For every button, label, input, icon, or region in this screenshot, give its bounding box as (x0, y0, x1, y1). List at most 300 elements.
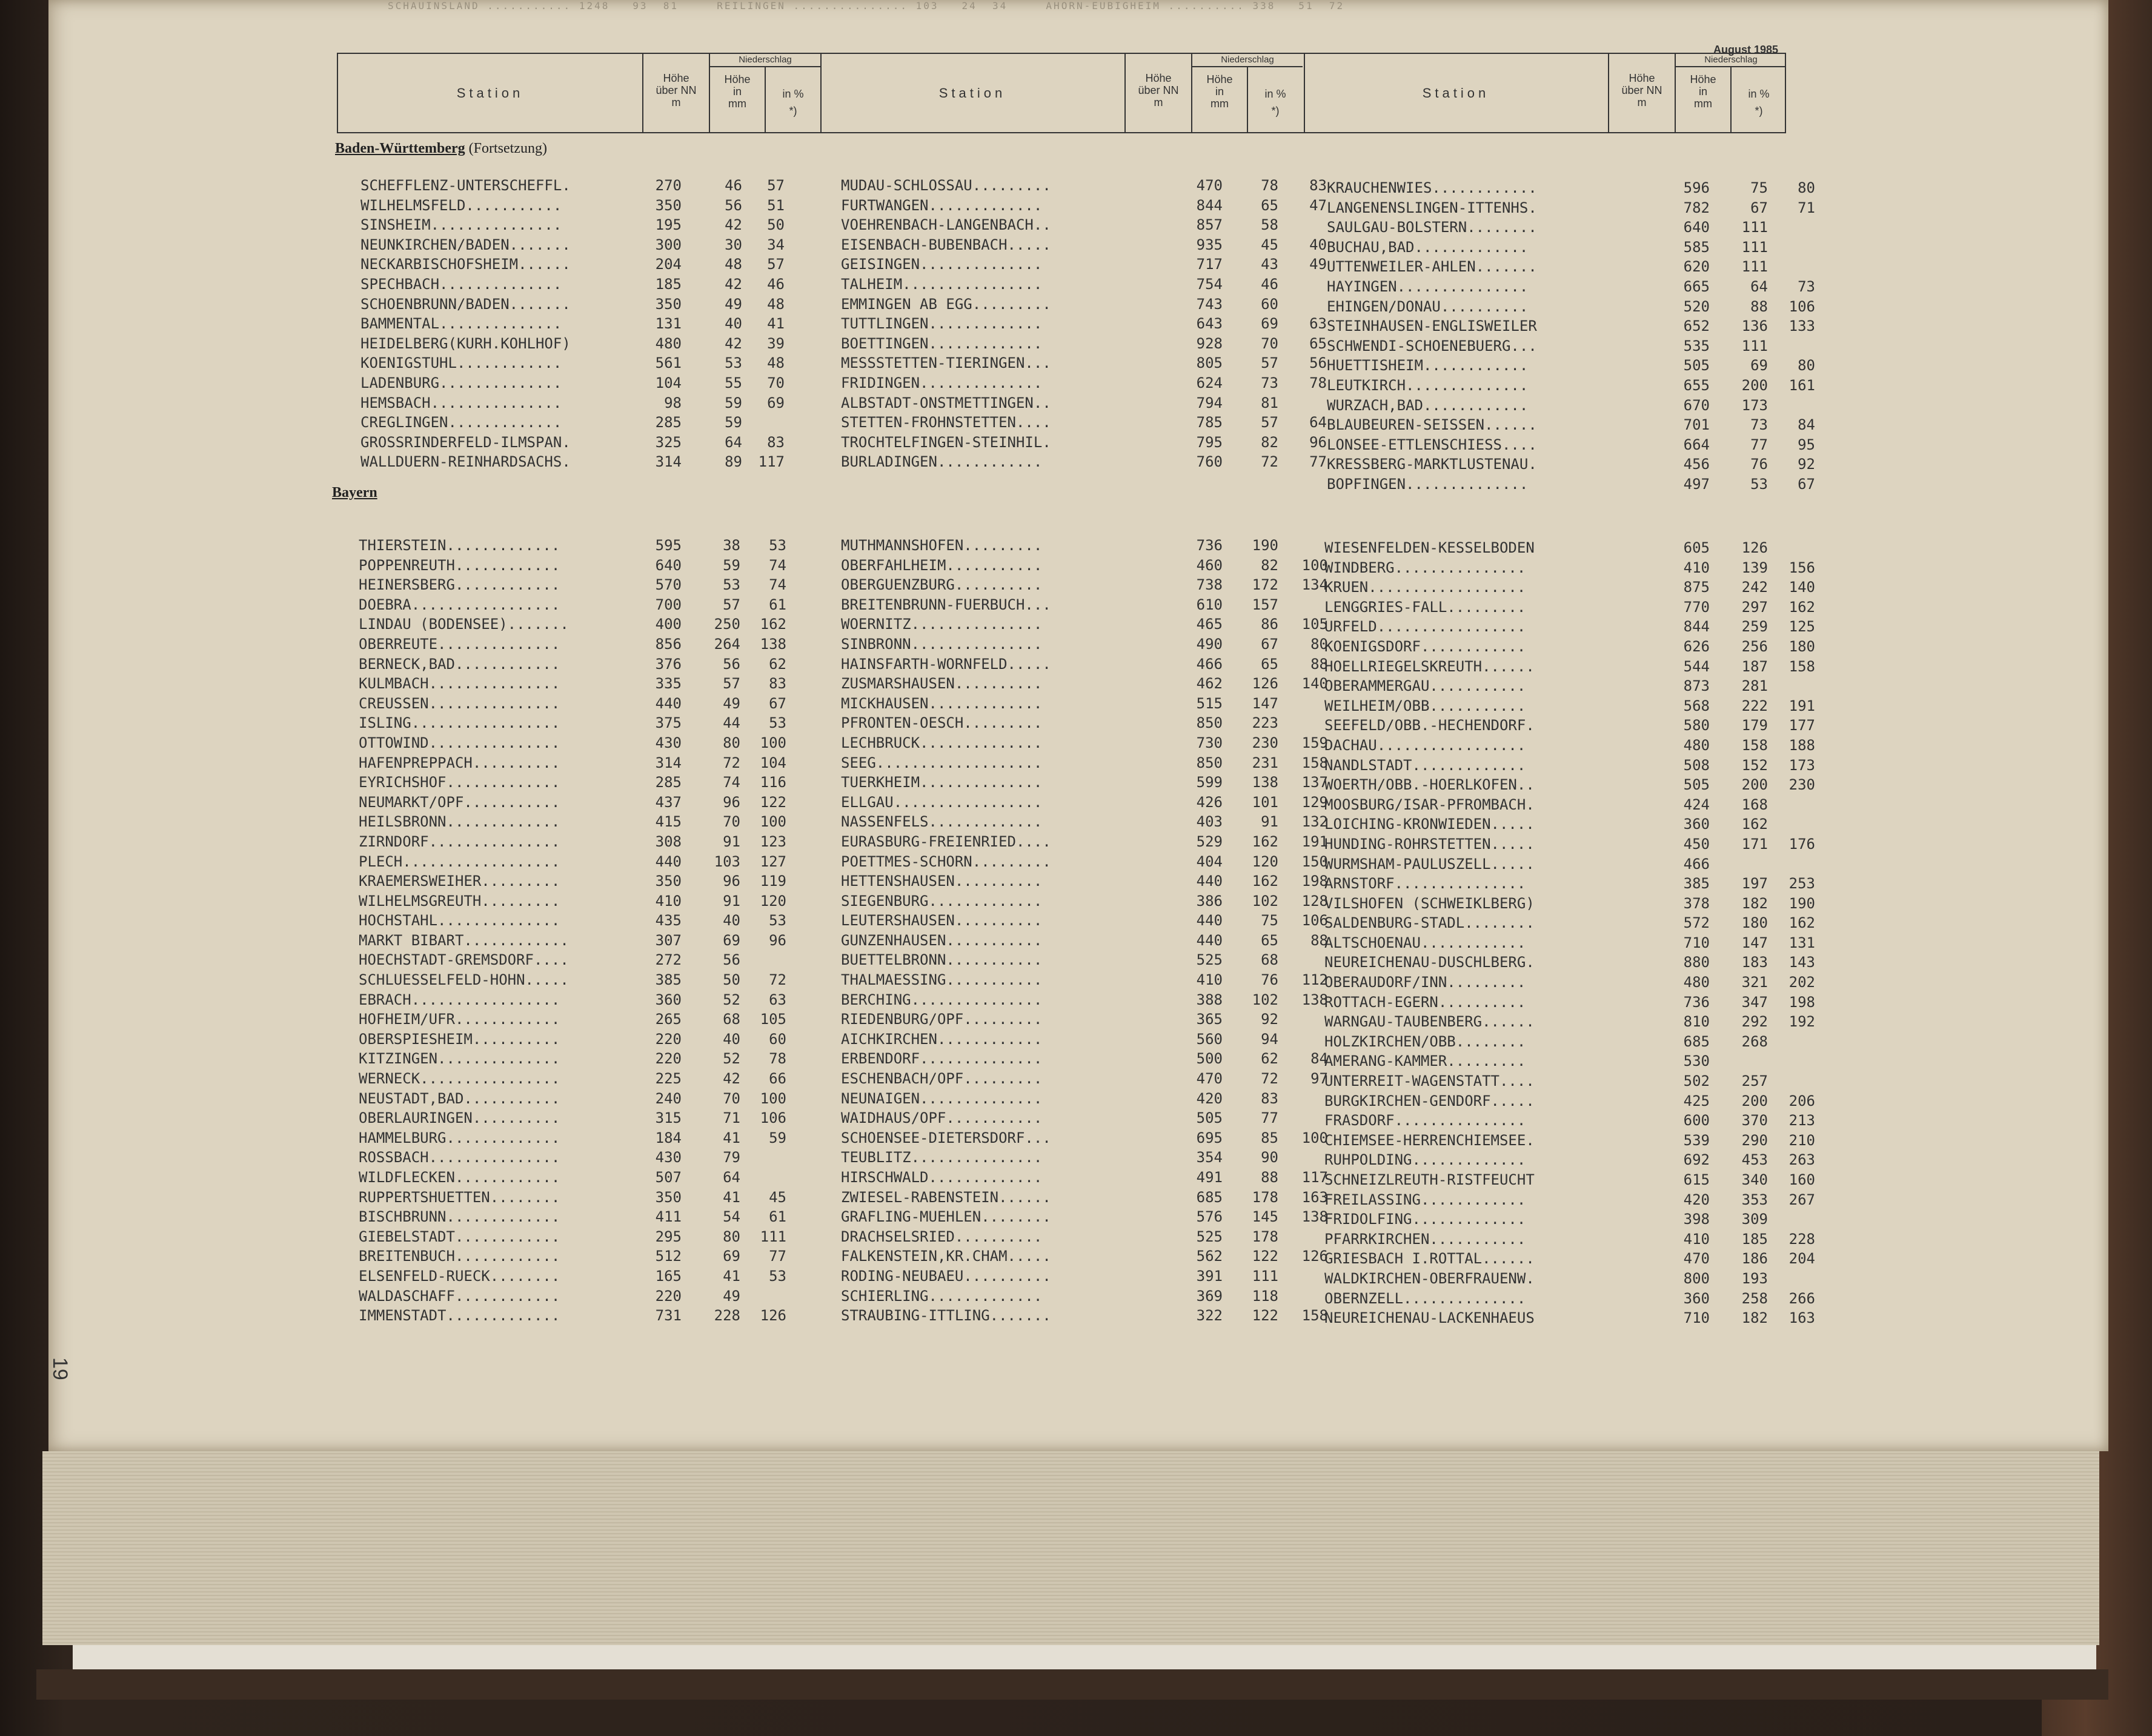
section-title-bayern (332, 485, 377, 501)
precip-percent: 57 (767, 256, 785, 273)
precip-percent: 46 (767, 275, 785, 293)
station-height: 440 (1196, 931, 1223, 949)
station-name: LECHBRUCK.............. (841, 734, 1043, 751)
precip-mm: 168 (1741, 796, 1768, 813)
station-name: BERCHING............... (841, 991, 1043, 1008)
station-name: BREITENBUCH............ (359, 1248, 560, 1265)
station-height: 525 (1196, 951, 1223, 969)
precip-percent: 53 (769, 714, 786, 732)
precip-mm: 73 (1261, 374, 1278, 391)
station-height: 98 (664, 394, 682, 411)
precip-mm: 53 (1750, 475, 1768, 493)
header-amount (1675, 67, 1730, 132)
precip-mm: 102 (1252, 892, 1278, 910)
precip-percent: 83 (769, 675, 786, 693)
station-name: ERBENDORF.............. (841, 1050, 1043, 1068)
header-height (642, 54, 709, 132)
precip-percent: 84 (1310, 1050, 1328, 1068)
precip-mm: 118 (1252, 1287, 1278, 1305)
precip-percent: 132 (1301, 813, 1328, 831)
station-height: 430 (655, 734, 682, 751)
station-name: WAIDHAUS/OPF........... (841, 1109, 1043, 1127)
station-name: SALDENBURG-STADL........ (1324, 914, 1535, 932)
precip-percent: 138 (760, 635, 786, 653)
header-amount-line-2: in (1698, 85, 1707, 98)
station-name: LANGENENSLINGEN-ITTENHS. (1327, 199, 1537, 216)
precip-percent: 206 (1788, 1092, 1815, 1109)
section-title-baden-wuerttemberg (335, 141, 547, 157)
precip-percent: 105 (760, 1011, 786, 1028)
precip-mm: 258 (1741, 1289, 1768, 1307)
station-height: 695 (1196, 1129, 1223, 1146)
station-name: EISENBACH-BUBENBACH..... (841, 236, 1051, 253)
station-height: 400 (655, 616, 682, 633)
station-name: BISCHBRUNN............. (359, 1208, 560, 1226)
station-name: BAMMENTAL.............. (360, 315, 562, 333)
station-height: 354 (1196, 1149, 1223, 1166)
page-block-bottom (73, 1645, 2096, 1669)
precip-mm: 80 (723, 1228, 740, 1245)
station-name: HOCHSTAHL.............. (359, 912, 560, 930)
station-height: 738 (1196, 576, 1223, 594)
station-name: BUETTELBRONN........... (841, 951, 1043, 969)
station-height: 562 (1196, 1248, 1223, 1265)
precip-mm: 75 (1261, 912, 1278, 930)
station-name: LEUTERSHAUSEN.......... (841, 912, 1043, 930)
station-name: POETTMES-SCHORN......... (841, 853, 1051, 870)
precip-mm: 42 (725, 216, 742, 234)
precip-percent: 160 (1788, 1171, 1815, 1188)
station-name: WOERNITZ............... (841, 616, 1043, 633)
station-name: EMMINGEN AB EGG......... (841, 295, 1051, 313)
station-name: MUTHMANNSHOFEN......... (841, 537, 1043, 554)
precip-mm: 69 (723, 931, 740, 949)
precip-mm: 54 (723, 1208, 740, 1226)
precip-mm: 223 (1252, 714, 1278, 732)
station-name: MICKHAUSEN............. (841, 694, 1043, 712)
header-percent-line-1: in % (1264, 88, 1286, 100)
station-height: 225 (655, 1070, 682, 1088)
station-height: 465 (1196, 616, 1223, 633)
precip-percent: 267 (1788, 1191, 1815, 1208)
station-name: ALBSTADT-ONSTMETTINGEN.. (841, 394, 1051, 411)
precip-mm: 122 (1252, 1248, 1278, 1265)
station-name: BERNECK,BAD............ (359, 655, 560, 673)
station-height: 480 (1683, 736, 1710, 754)
station-name: HAINSFARTH-WORNFELD..... (841, 655, 1051, 673)
precip-mm: 145 (1252, 1208, 1278, 1226)
precip-percent: 78 (1309, 374, 1327, 391)
section-title-suffix: (Fortsetzung) (468, 141, 547, 156)
station-name: UTTENWEILER-AHLEN....... (1327, 258, 1537, 276)
precip-mm: 80 (723, 734, 740, 751)
station-height: 544 (1683, 657, 1710, 675)
station-height: 795 (1196, 433, 1223, 451)
precip-mm: 65 (1261, 196, 1278, 214)
header-precip-group: Niederschlag (1191, 54, 1303, 67)
station-name: ARNSTORF............... (1324, 875, 1526, 893)
station-name: SIEGENBURG............. (841, 892, 1043, 910)
precip-percent: 190 (1788, 894, 1815, 912)
precip-percent: 143 (1788, 954, 1815, 971)
station-height: 378 (1683, 894, 1710, 912)
precip-percent: 45 (769, 1188, 786, 1206)
station-height: 491 (1196, 1169, 1223, 1186)
station-name: HETTENSHAUSEN.......... (841, 873, 1043, 890)
precip-percent: 163 (1301, 1188, 1328, 1206)
station-name: BOPFINGEN.............. (1327, 475, 1529, 493)
header-amount (1191, 67, 1247, 132)
station-height: 600 (1683, 1112, 1710, 1129)
precip-mm: 158 (1741, 736, 1768, 754)
precip-mm: 40 (725, 315, 742, 333)
station-height: 285 (655, 774, 682, 791)
precip-mm: 49 (723, 694, 740, 712)
station-name: HEINERSBERG............ (359, 576, 560, 594)
station-height: 561 (655, 354, 682, 372)
station-height: 460 (1196, 556, 1223, 574)
station-name: HAFENPREPPACH.......... (359, 754, 560, 771)
station-name: WALDASCHAFF............ (359, 1287, 560, 1305)
precip-percent: 63 (1309, 315, 1327, 333)
station-height: 736 (1683, 993, 1710, 1011)
header-amount-line-2: in (1215, 85, 1224, 98)
precip-mm: 56 (723, 655, 740, 673)
precip-percent: 96 (1309, 433, 1327, 451)
header-percent-line-2: *) (1755, 105, 1763, 117)
station-height: 391 (1196, 1267, 1223, 1285)
station-name: ROSSBACH............... (359, 1149, 560, 1166)
station-height: 640 (1683, 219, 1710, 236)
precip-mm: 74 (723, 774, 740, 791)
station-name: THIERSTEIN............. (359, 537, 560, 554)
precip-percent: 158 (1301, 1307, 1328, 1325)
page-block-edge (42, 1451, 2099, 1645)
station-name: WERNECK................ (359, 1070, 560, 1088)
station-height: 512 (655, 1248, 682, 1265)
precip-mm: 64 (723, 1169, 740, 1186)
precip-mm: 157 (1252, 596, 1278, 613)
station-height: 515 (1196, 694, 1223, 712)
station-name: TUTTLINGEN............. (841, 315, 1043, 333)
precip-mm: 290 (1741, 1131, 1768, 1149)
precip-percent: 180 (1788, 637, 1815, 655)
precip-mm: 53 (723, 576, 740, 594)
section-title-text: Baden-Württemberg (335, 141, 465, 156)
station-height: 404 (1196, 853, 1223, 870)
station-height: 365 (1196, 1011, 1223, 1028)
station-height: 717 (1196, 256, 1223, 273)
station-height: 880 (1683, 954, 1710, 971)
station-height: 505 (1196, 1109, 1223, 1127)
precip-percent: 133 (1788, 318, 1815, 335)
precip-mm: 68 (723, 1011, 740, 1028)
station-name: TUERKHEIM.............. (841, 774, 1043, 791)
precip-percent: 47 (1309, 196, 1327, 214)
station-height: 388 (1196, 991, 1223, 1008)
station-height: 502 (1683, 1073, 1710, 1090)
station-name: GIEBELSTADT............ (359, 1228, 560, 1245)
precip-percent: 150 (1301, 853, 1328, 870)
station-name: HEILSBRONN............. (359, 813, 560, 831)
precip-percent: 158 (1301, 754, 1328, 771)
station-height: 470 (1683, 1250, 1710, 1268)
station-height: 440 (655, 853, 682, 870)
station-name: HAYINGEN............... (1327, 278, 1529, 295)
precip-mm: 76 (1261, 971, 1278, 989)
station-name: SCHOENSEE-DIETERSDORF... (841, 1129, 1051, 1146)
station-height: 535 (1683, 337, 1710, 354)
header-height-line-2: über NN (1138, 84, 1179, 96)
precip-mm: 46 (1261, 275, 1278, 293)
station-height: 403 (1196, 813, 1223, 831)
precip-mm: 77 (1261, 1109, 1278, 1127)
precip-mm: 57 (723, 596, 740, 613)
precip-mm: 81 (1261, 394, 1278, 411)
precip-mm: 49 (725, 295, 742, 313)
station-height: 497 (1683, 475, 1710, 493)
precip-mm: 340 (1741, 1171, 1768, 1188)
header-height-line-2: über NN (656, 84, 697, 96)
precip-mm: 182 (1741, 1309, 1768, 1327)
station-height: 410 (1683, 1230, 1710, 1248)
station-height: 857 (1196, 216, 1223, 234)
precip-mm: 65 (1261, 655, 1278, 673)
station-height: 505 (1683, 357, 1710, 374)
precip-mm: 88 (1750, 298, 1768, 315)
precip-percent: 173 (1788, 756, 1815, 774)
precip-mm: 57 (1261, 354, 1278, 372)
station-height: 322 (1196, 1307, 1223, 1325)
station-name: NEUREICHENAU-DUSCHLBERG. (1324, 954, 1535, 971)
station-height: 430 (655, 1149, 682, 1166)
station-height: 104 (655, 374, 682, 391)
station-height: 415 (655, 813, 682, 831)
precip-percent: 51 (767, 196, 785, 214)
precip-mm: 75 (1750, 179, 1768, 196)
precip-mm: 353 (1741, 1191, 1768, 1208)
precip-mm: 65 (1261, 931, 1278, 949)
precip-mm: 62 (1261, 1050, 1278, 1068)
precip-percent: 163 (1788, 1309, 1815, 1327)
precip-mm: 71 (723, 1109, 740, 1127)
precip-percent: 126 (760, 1307, 786, 1325)
station-height: 450 (1683, 835, 1710, 853)
station-name: WURZACH,BAD............ (1327, 396, 1529, 414)
header-group-1 (338, 54, 820, 132)
station-name: GROSSRINDERFELD-ILMSPAN. (360, 433, 571, 451)
header-percent-line-2: *) (1271, 105, 1280, 117)
precip-percent: 140 (1301, 675, 1328, 693)
precip-percent: 100 (760, 734, 786, 751)
station-height: 425 (1683, 1092, 1710, 1109)
precip-mm: 162 (1252, 873, 1278, 890)
precip-percent: 80 (1798, 357, 1815, 374)
station-height: 928 (1196, 334, 1223, 352)
station-name: KOENIGSDORF............ (1324, 637, 1526, 655)
station-name: SCHOENBRUNN/BADEN....... (360, 295, 571, 313)
station-height: 539 (1683, 1131, 1710, 1149)
station-name: SINBRONN............... (841, 635, 1043, 653)
header-amount-line-3: mm (1210, 98, 1229, 110)
station-name: NANDLSTADT............. (1324, 756, 1526, 774)
station-name: STETTEN-FROHNSTETTEN.... (841, 414, 1051, 431)
precip-percent: 70 (767, 374, 785, 391)
station-height: 810 (1683, 1013, 1710, 1031)
precip-mm: 250 (714, 616, 740, 633)
station-height: 307 (655, 931, 682, 949)
station-name: KRAEMERSWEIHER......... (359, 873, 560, 890)
station-height: 570 (655, 576, 682, 594)
precip-mm: 42 (725, 334, 742, 352)
precip-mm: 40 (723, 1030, 740, 1048)
station-name: NASSENFELS............. (841, 813, 1043, 831)
precip-mm: 59 (723, 556, 740, 574)
precip-percent: 66 (769, 1070, 786, 1088)
precip-percent: 48 (767, 295, 785, 313)
precip-mm: 70 (723, 1089, 740, 1107)
station-height: 424 (1683, 796, 1710, 813)
station-height: 360 (1683, 816, 1710, 833)
precip-percent: 253 (1788, 875, 1815, 893)
header-amount-line-2: in (732, 85, 742, 98)
precip-mm: 59 (725, 394, 742, 411)
issue-date: August 1985 (1713, 44, 1778, 56)
station-height: 376 (655, 655, 682, 673)
station-name: KULMBACH............... (359, 675, 560, 693)
precip-mm: 88 (1261, 1169, 1278, 1186)
precip-percent: 34 (767, 236, 785, 253)
station-height: 204 (655, 256, 682, 273)
header-precip-group: Niederschlag (1675, 54, 1786, 67)
precip-percent: 88 (1310, 931, 1328, 949)
station-height: 375 (655, 714, 682, 732)
station-name: CHIEMSEE-HERRENCHIEMSEE. (1324, 1131, 1535, 1149)
precip-percent: 41 (767, 315, 785, 333)
station-height: 794 (1196, 394, 1223, 411)
station-height: 350 (655, 196, 682, 214)
station-height: 626 (1683, 637, 1710, 655)
station-height: 730 (1196, 734, 1223, 751)
precip-mm: 138 (1252, 774, 1278, 791)
station-height: 411 (655, 1208, 682, 1226)
station-name: KITZINGEN.............. (359, 1050, 560, 1068)
precip-mm: 152 (1741, 756, 1768, 774)
station-height: 270 (655, 177, 682, 194)
station-height: 507 (655, 1169, 682, 1186)
precip-percent: 106 (1788, 298, 1815, 315)
precip-percent: 48 (767, 354, 785, 372)
precip-percent: 213 (1788, 1112, 1815, 1129)
station-height: 410 (655, 892, 682, 910)
precip-percent: 128 (1301, 892, 1328, 910)
precip-percent: 156 (1788, 559, 1815, 576)
precip-mm: 228 (714, 1307, 740, 1325)
station-height: 184 (655, 1129, 682, 1146)
precip-percent: 125 (1788, 618, 1815, 636)
precip-percent: 74 (769, 576, 786, 594)
station-height: 386 (1196, 892, 1223, 910)
station-name: HEIDELBERG(KURH.KOHLHOF) (360, 334, 571, 352)
station-name: HUNDING-ROHRSTETTEN..... (1324, 835, 1535, 853)
station-name: WURMSHAM-PAULUSZELL..... (1324, 855, 1535, 873)
precip-mm: 40 (723, 912, 740, 930)
precip-percent: 104 (760, 754, 786, 771)
station-height: 685 (1683, 1033, 1710, 1050)
precip-percent: 100 (1301, 1129, 1328, 1146)
precip-mm: 82 (1261, 433, 1278, 451)
station-height: 325 (655, 433, 682, 451)
station-height: 743 (1196, 295, 1223, 313)
station-name: SCHLUESSELFELD-HOHN..... (359, 971, 569, 989)
precip-percent: 177 (1788, 717, 1815, 734)
station-height: 440 (1196, 873, 1223, 890)
precip-percent: 73 (1798, 278, 1815, 295)
station-height: 295 (655, 1228, 682, 1245)
station-height: 572 (1683, 914, 1710, 932)
precip-percent: 137 (1301, 774, 1328, 791)
precip-mm: 197 (1741, 875, 1768, 893)
station-name: OBERAUDORF/INN......... (1324, 974, 1526, 991)
precip-mm: 96 (723, 793, 740, 811)
precip-percent: 61 (769, 596, 786, 613)
precip-mm: 200 (1741, 1092, 1768, 1109)
station-height: 220 (655, 1050, 682, 1068)
precip-percent: 202 (1788, 974, 1815, 991)
station-height: 760 (1196, 453, 1223, 471)
station-height: 500 (1196, 1050, 1223, 1068)
precip-mm: 53 (725, 354, 742, 372)
station-name: BURLADINGEN............ (841, 453, 1043, 471)
station-name: SEEFELD/OBB.-HECHENDORF. (1324, 717, 1535, 734)
station-name: WILHELMSFELD........... (360, 196, 562, 214)
precip-percent: 106 (760, 1109, 786, 1127)
precip-percent: 50 (767, 216, 785, 234)
station-name: EBRACH................. (359, 991, 560, 1008)
station-height: 701 (1683, 416, 1710, 434)
precip-percent: 63 (769, 991, 786, 1008)
precip-percent: 97 (1310, 1070, 1328, 1088)
precip-mm: 162 (1741, 816, 1768, 833)
station-height: 480 (655, 334, 682, 352)
precip-mm: 70 (723, 813, 740, 831)
station-height: 185 (655, 275, 682, 293)
precip-mm: 67 (1750, 199, 1768, 216)
header-amount-line-3: mm (728, 98, 746, 110)
station-height: 576 (1196, 1208, 1223, 1226)
precip-percent: 71 (1798, 199, 1815, 216)
precip-mm: 101 (1252, 793, 1278, 811)
precip-percent: 53 (769, 1267, 786, 1285)
precip-mm: 136 (1741, 318, 1768, 335)
station-name: CREGLINGEN............. (360, 414, 562, 431)
precip-percent: 95 (1798, 436, 1815, 453)
precip-mm: 41 (723, 1267, 740, 1285)
precip-percent: 127 (760, 853, 786, 870)
precip-percent: 138 (1301, 1208, 1328, 1226)
precip-percent: 134 (1301, 576, 1328, 594)
station-height: 596 (1683, 179, 1710, 196)
station-name: MARKT BIBART............ (359, 931, 569, 949)
station-name: LINDAU (BODENSEE)....... (359, 616, 569, 633)
station-name: OBERAMMERGAU........... (1324, 677, 1526, 695)
precip-percent: 117 (1301, 1169, 1328, 1186)
station-name: NEUSTADT,BAD........... (359, 1089, 560, 1107)
station-name: EYRICHSHOF............. (359, 774, 560, 791)
station-name: LOICHING-KRONWIEDEN..... (1324, 816, 1535, 833)
precip-percent: 69 (767, 394, 785, 411)
precip-percent: 192 (1788, 1013, 1815, 1031)
